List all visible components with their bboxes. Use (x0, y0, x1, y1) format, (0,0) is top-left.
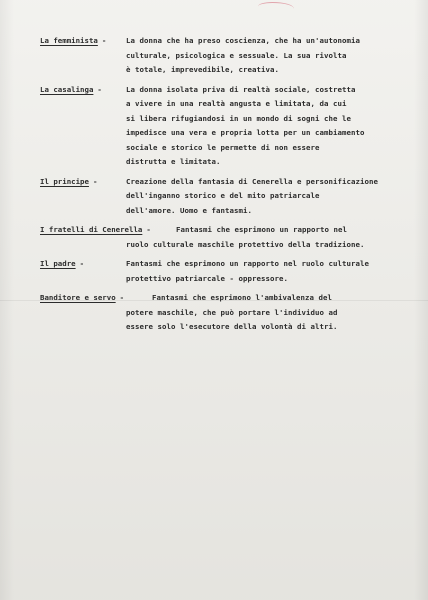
entry-definition (126, 83, 420, 170)
glossary-entry-fratelli-continued (40, 238, 420, 253)
definition-line: ruolo culturale maschile protettivo della tradizione. (126, 239, 365, 249)
entry-term: Il principe (40, 176, 89, 186)
glossary-entry-banditore-continued (40, 306, 420, 335)
entry-separator: - (101, 36, 107, 45)
entry-definition (152, 291, 420, 306)
definition-line: è totale, imprevedibile, creativa. (126, 65, 279, 74)
entry-term: Il padre (40, 259, 76, 268)
entry-term: I fratelli di Cenerella (40, 225, 143, 234)
entry-definition (126, 34, 420, 78)
definition-line: culturale, psicologica e sessuale. La sua rivolta (126, 50, 347, 60)
definition-line: distrutta e limitata. (126, 157, 221, 166)
entry-definition (176, 223, 420, 238)
definition-line: si libera rifugiandosi in un mondo di sogni che le (126, 113, 351, 123)
entry-definition (126, 238, 420, 253)
glossary-list (40, 34, 420, 340)
entry-separator: - (146, 225, 151, 234)
entry-term: La femminista (40, 36, 98, 45)
entry-separator: - (79, 259, 85, 268)
definition-line: a vivere in una realtà angusta e limitata, da cui (126, 99, 347, 108)
definition-line: essere solo l'esecutore della volontà di altri. (126, 322, 338, 331)
definition-line: protettivo patriarcale - oppressore. (126, 273, 288, 283)
definition-line: impedisce una vera e propria lotta per un cambiamento (126, 128, 365, 137)
entry-separator: - (92, 176, 98, 186)
glossary-entry-fratelli (40, 223, 420, 238)
definition-line: Creazione della fantasia di Cenerella e personificazione (126, 176, 378, 186)
definition-line: La donna che ha preso coscienza, che ha un'autonomia (126, 36, 360, 45)
glossary-entry-casalinga (40, 83, 420, 170)
definition-line: sociale e storico le permette di non essere (126, 142, 320, 152)
definition-line: Fantasmi che esprimono un rapporto nel (176, 225, 347, 234)
entry-definition (126, 306, 420, 335)
definition-line: dell'inganno storico e del mito patriarcale (126, 191, 320, 200)
definition-line: La donna isolata priva di realtà sociale, costretta (126, 84, 356, 94)
pen-mark (258, 2, 294, 13)
glossary-entry-femminista (40, 34, 420, 78)
glossary-entry-padre (40, 257, 420, 286)
definition-line: dell'amore. Uomo e fantasmi. (126, 205, 252, 215)
definition-line: potere maschile, che può portare l'individuo ad (126, 307, 338, 317)
definition-line: Fantasmi che esprimono l'ambivalenza del (152, 293, 332, 302)
entry-separator: - (97, 84, 102, 94)
glossary-entry-banditore (40, 291, 420, 306)
definition-line: Fantasmi che esprimono un rapporto nel ruolo culturale (126, 259, 369, 268)
entry-term: La casalinga (40, 84, 94, 94)
entry-term: Banditore e servo (40, 293, 116, 302)
entry-definition (126, 257, 420, 286)
entry-separator: - (119, 293, 125, 302)
entry-definition (126, 175, 420, 219)
glossary-entry-principe (40, 175, 420, 219)
